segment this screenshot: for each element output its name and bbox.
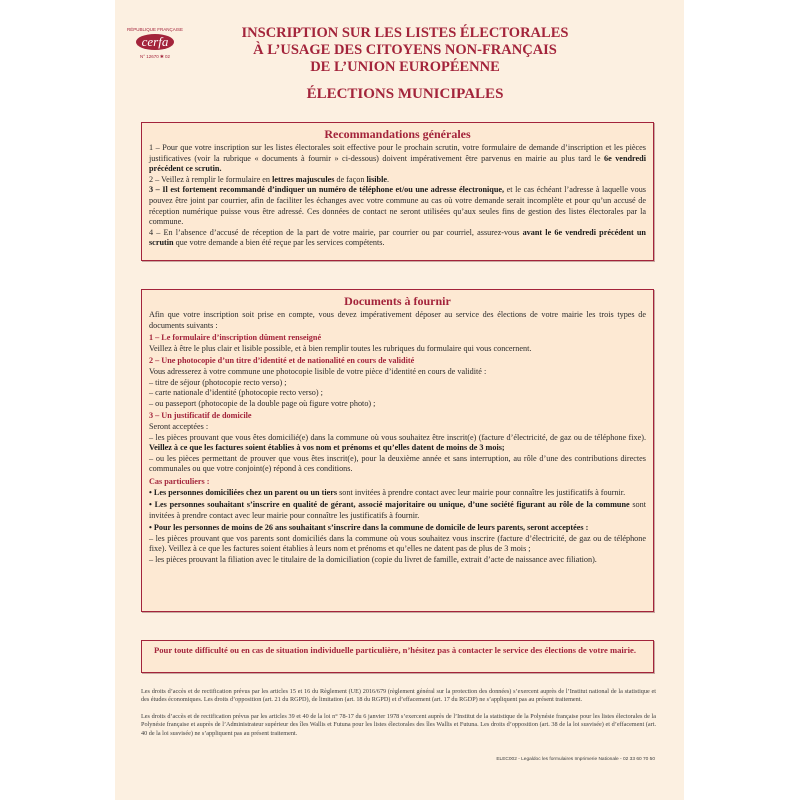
- bold-text: avant le 6e vendredi précédent un scrutin: [149, 227, 646, 248]
- text: – les pièces prouvant que vous êtes domicilié(e) dans la commune où vous souhaitez être inscrit(e) (facture d’électricité, de gaz ou de téléphone fixe).: [149, 432, 646, 442]
- cas-particulier-3-paragraph-2: – les pièces prouvant la filiation avec le titulaire de la domiciliation (copie du livret de famille, extrait d’acte de naissance avec filiation).: [149, 555, 597, 565]
- text: 2 – Veillez à remplir le formulaire en: [149, 174, 273, 184]
- text: sont invitées à prendre contact avec leur mairie pour connaître les justificatifs à fournir.: [337, 487, 626, 497]
- republique-francaise-label: RÉPUBLIQUE FRANÇAISE: [126, 27, 183, 32]
- recommandation-2: [149, 175, 646, 186]
- notice-box: [141, 640, 654, 673]
- section-1-title: 1 – Le formulaire d’inscription dûment renseigné: [149, 333, 322, 343]
- cerfa-number: N° 12670 ✱ 02: [139, 54, 171, 59]
- recommandations-title: Recommandations générales: [324, 127, 471, 141]
- recommandations-box: [141, 122, 654, 261]
- bold-text: • Les personnes domiciliées chez un parent ou un tiers: [149, 487, 338, 497]
- recommandation-1: [149, 143, 646, 175]
- page-subtitle: ÉLECTIONS MUNICIPALES: [306, 86, 504, 102]
- bold-text: 6e vendredi précédent ce scrutin.: [149, 153, 646, 174]
- bold-text: • Les personnes souhaitant s’inscrire en qualité de gérant, associé majoritaire ou unique, d’une société figurant au rôle de la commune: [149, 500, 630, 510]
- title-line: DE L’UNION EUROPÉENNE: [310, 59, 500, 75]
- recommandation-4: [149, 228, 646, 249]
- text: de façon: [334, 174, 367, 184]
- list-item: – titre de séjour (photocopie recto verso) ;: [149, 377, 287, 387]
- recommandations-text: [149, 143, 646, 249]
- documents-title: Documents à fournir: [344, 294, 451, 308]
- form-page: [115, 0, 684, 800]
- section-3-intro: Seront acceptées :: [149, 421, 209, 431]
- list-item: – carte nationale d’identité (photocopie recto verso) ;: [149, 388, 323, 398]
- title-line: INSCRIPTION SUR LES LISTES ÉLECTORALES: [241, 25, 569, 41]
- cas-particulier-2: [149, 500, 646, 521]
- documents-box: [141, 289, 654, 612]
- bold-text: lettres majuscules: [272, 174, 335, 184]
- cas-particuliers-title: Cas particuliers :: [149, 476, 210, 486]
- text: 1 – Pour que votre inscription sur les listes électorales soit effective pour le prochain scrutin, votre formulaire de demande d’inscription et les pièces justificatives (voir la rubrique « documents à fournir » ci-dessous) doivent impérativement être parvenus en mairie au plus tard le: [149, 143, 646, 163]
- text: que votre demande a bien été reçue par les services compétents.: [173, 238, 385, 248]
- section-2-title: 2 – Une photocopie d’un titre d’identité et de nationalité en cours de validité: [149, 356, 415, 366]
- text: .: [387, 174, 390, 184]
- legal-paragraph-2: Les droits d’accès et de rectification prévus par les articles 39 et 40 de la loi n° 78-17 du 6 janvier 1978 s’exercent auprès de l’Institut de la statistique de la Polynésie française pour les listes électorales de la Polynésie française et auprès de l’Administrateur supérieur des îles Wallis et Futuna pour les listes électorales des îles Wallis et Futuna. Les droits d’opposition (art. 38 de la loi susvisée) et d’effacement (art. 40 de la loi susvisée) ne s’appliquent pas au présent traitement.: [141, 713, 656, 737]
- list-item: – ou passeport (photocopie de la double page où figure votre photo) ;: [149, 398, 376, 408]
- cas-particulier-1: [149, 488, 646, 499]
- text: 4 – En l’absence d’accusé de réception de la part de votre mairie, par courrier ou par courriel, assurez-vous: [149, 227, 523, 237]
- documents-intro: Afin que votre inscription soit prise en compte, vous devez impérativement déposer au service des élections de votre mairie les trois types de documents suivants :: [149, 310, 646, 330]
- recommandation-3: [149, 185, 646, 227]
- footer-imprint: ELEC002 - Legaldoc les formulaires Imprimerie Nationale - 02 33 60 70 50: [496, 757, 655, 762]
- text: sont invitées à prendre contact avec leur mairie pour connaître les justificatifs à fournir.: [149, 500, 646, 520]
- cerfa-logo: [120, 27, 190, 60]
- bold-text: 3 – Il est fortement recommandé d’indiquer un numéro de téléphone et/ou une adresse électronique,: [149, 185, 505, 195]
- section-3-paragraph-2: – ou les pièces permettant de prouver que vous êtes inscrit(e), pour la deuxième année et sans interruption, au rôle d’une des contributions directes communales ou que votre conjoint(e) répond à ces conditions.: [149, 453, 646, 474]
- page-title: [205, 25, 605, 76]
- cas-particulier-3-paragraph-1: – les pièces prouvant que vos parents sont domiciliés dans la commune où vous souhaitez vous inscrire (facture d’électricité, de gaz ou de téléphone fixe). Veillez à ce que les factures soient établies à leurs nom et prénoms et qu’elles ne datent pas de plus de 3 mois ;: [149, 533, 646, 554]
- bold-text: • Pour les personnes de moins de 26 ans souhaitant s’inscrire dans la commune de domicile de leurs parents, seront acceptées :: [149, 523, 589, 533]
- cerfa-badge: cerfa: [136, 34, 175, 50]
- notice-text: Pour toute difficulté ou en cas de situation individuelle particulière, n’hésitez pas à contacter le service des élections de votre mairie.: [154, 645, 636, 655]
- section-3-paragraph-1: [149, 433, 646, 454]
- title-line: À L’USAGE DES CITOYENS NON-FRANÇAIS: [253, 42, 557, 58]
- section-1-text: Veillez à être le plus clair et lisible possible, et à bien remplir toutes les rubriques du formulaire qui vous concernent.: [149, 343, 532, 353]
- bold-text: Veillez à ce que les factures soient établies à vos nom et prénoms et qu’elles datent de moins de 3 mois;: [149, 443, 505, 453]
- legal-paragraph-1: Les droits d’accès et de rectification prévus par les articles 15 et 16 du Règlement (UE) 2016/679 (règlement général sur la protection des données) s’exercent auprès de l’Institut national de la statistique et des études économiques. Les droits d’opposition (art. 21 du RGPD), de limitation (art. 18 du RGPD) et d’effacement (art. 17 du RGDP) ne s’appliquent pas au présent traitement.: [141, 688, 656, 704]
- text: et le cas échéant l’adresse à laquelle vous pouvez être joint par courrier, afin de faciliter les échanges avec votre commune au cas où votre demande serait incomplète et pour qu’un accusé de réception numérique puisse vous être adressé. Ces données de contact ne seront utilisées qu’aux seules fins de gestion des listes électorales par la commune.: [149, 185, 646, 227]
- cas-particulier-3: [149, 523, 646, 534]
- section-2-intro: Vous adresserez à votre commune une photocopie lisible de votre pièce d’identité en cours de validité :: [149, 366, 487, 376]
- section-3-title: 3 – Un justificatif de domicile: [149, 411, 252, 421]
- bold-text: lisible: [366, 174, 388, 184]
